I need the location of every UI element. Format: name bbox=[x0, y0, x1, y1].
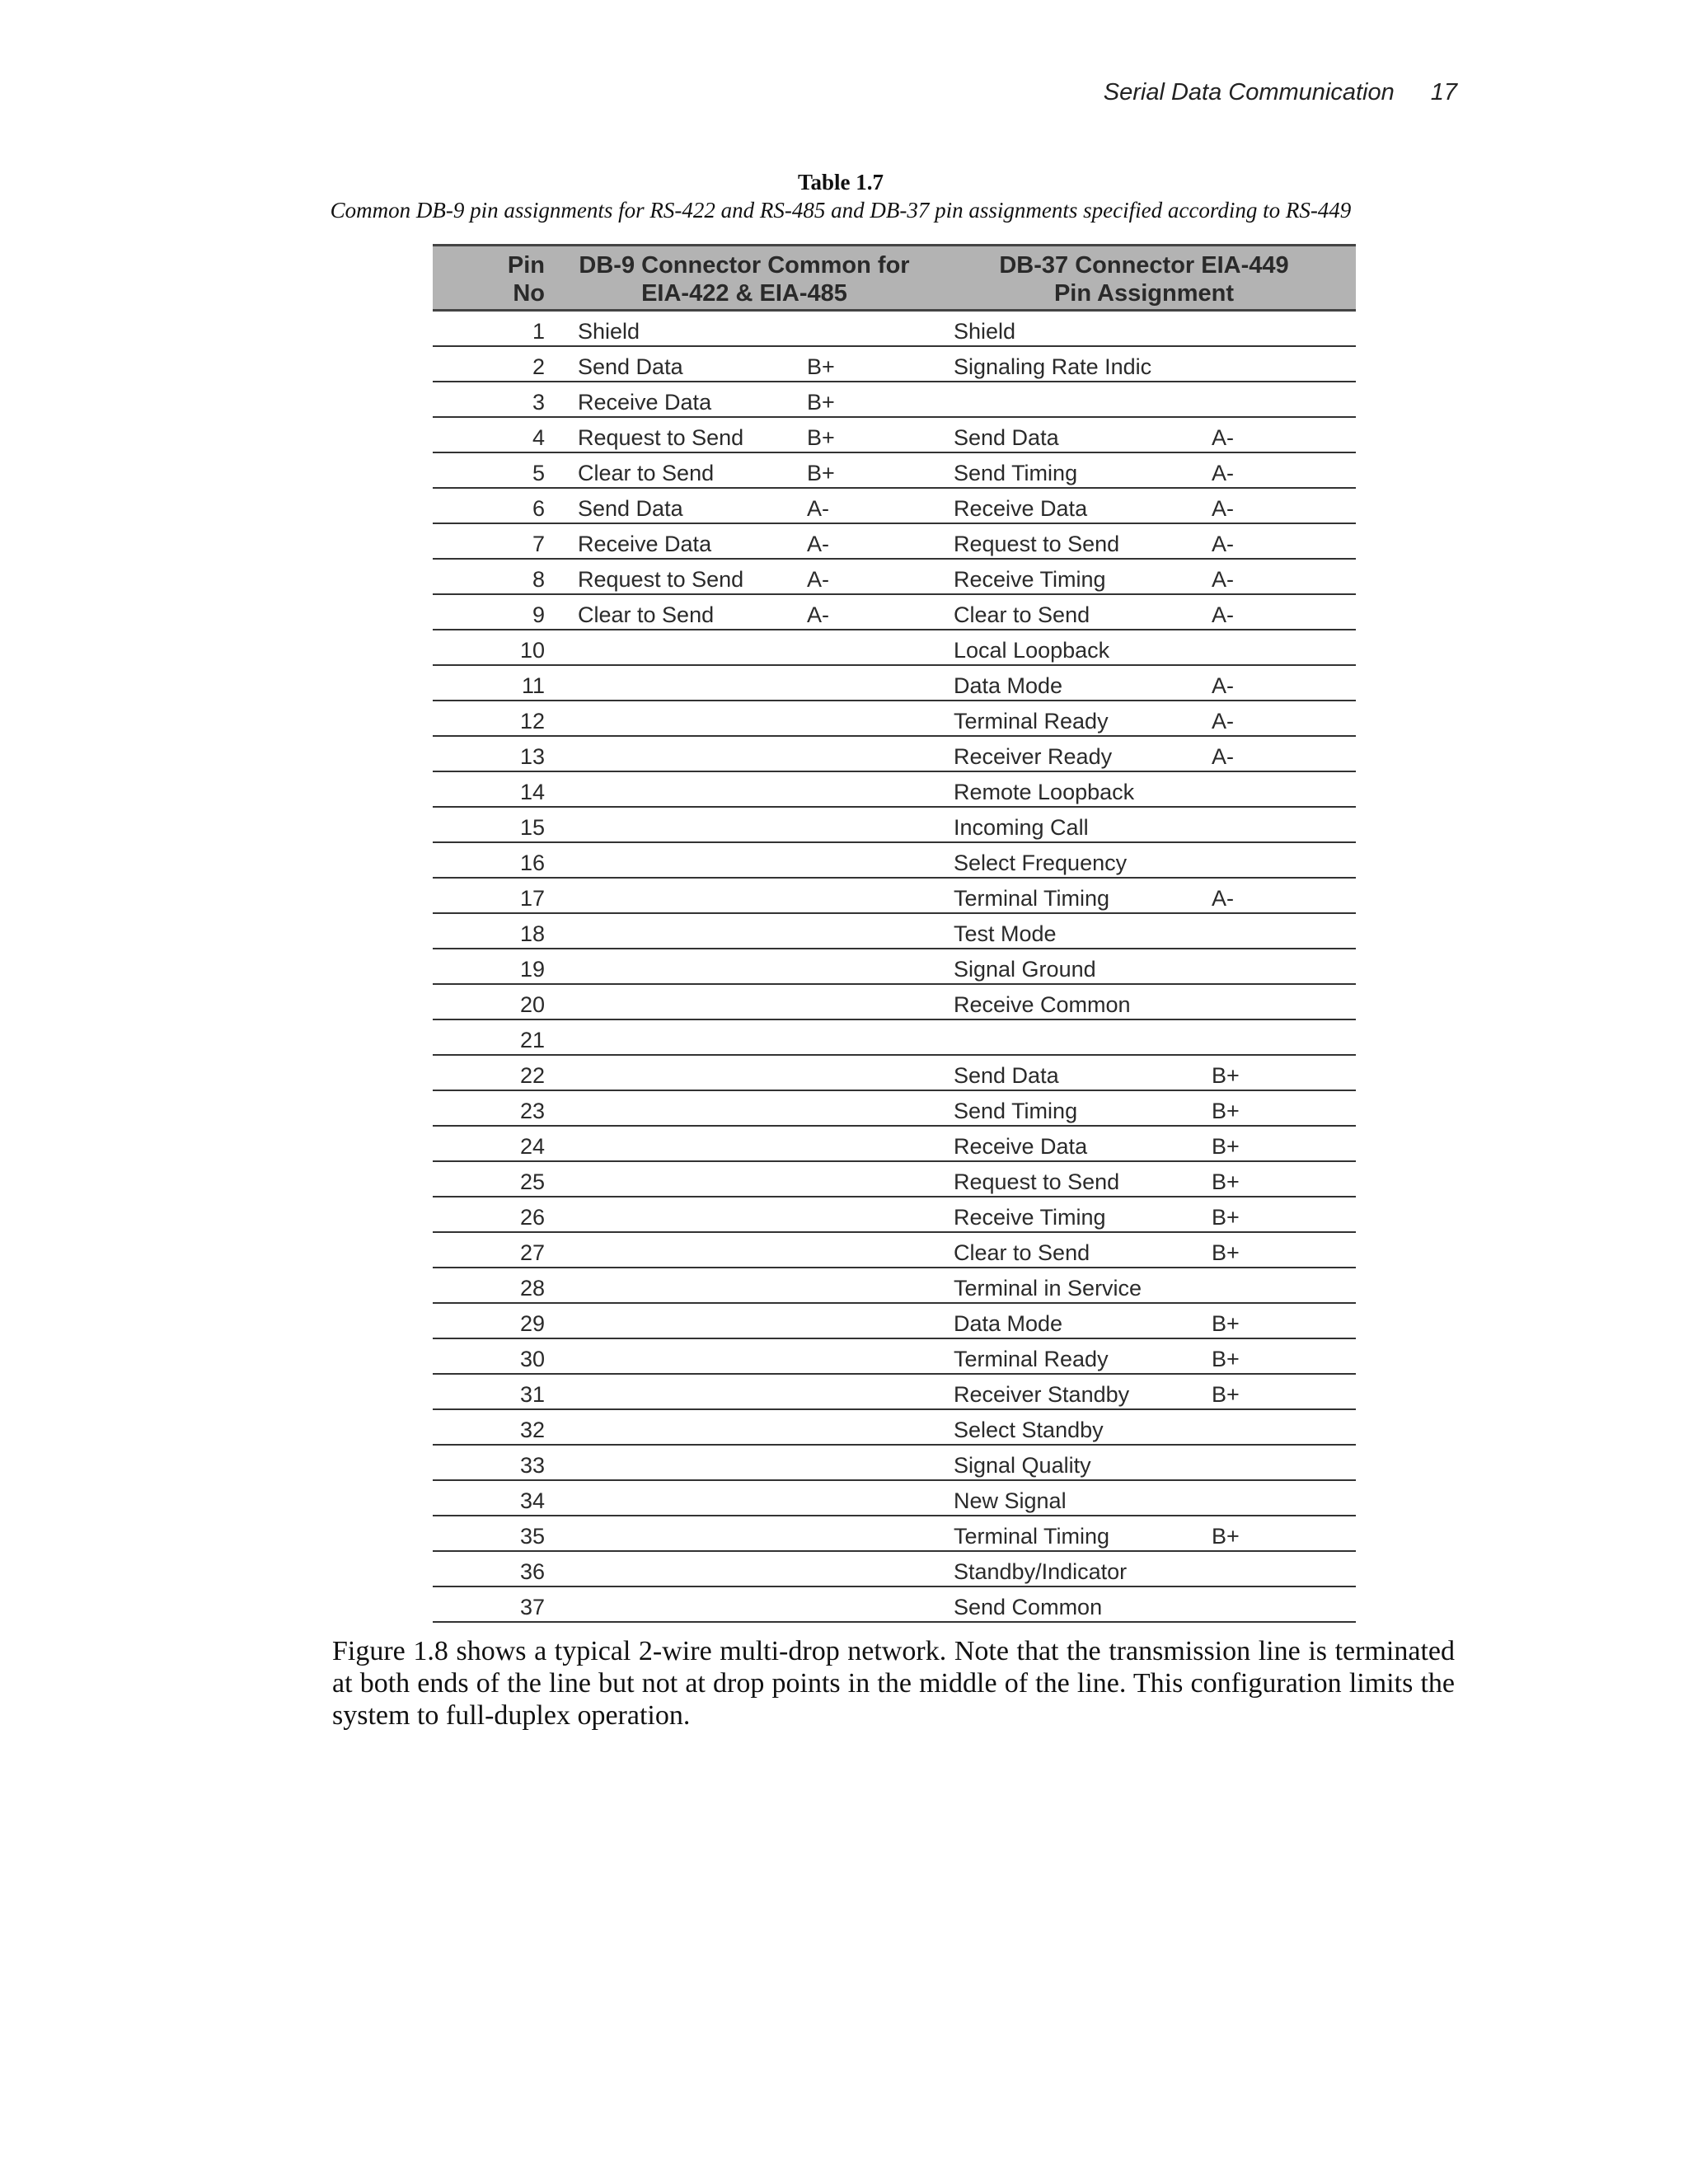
table-caption-subtitle: Common DB-9 pin assignments for RS-422 and RS-485 and DB-37 pin assignments specified according to RS-449 bbox=[330, 198, 1352, 223]
db37-signal-cell: Terminal Timing bbox=[932, 1516, 1207, 1551]
table-row bbox=[433, 1019, 1356, 1055]
table-row bbox=[433, 1551, 1356, 1586]
db37-polarity-cell bbox=[1207, 1551, 1356, 1586]
db9-signal-cell: Send Data bbox=[556, 346, 802, 382]
db37-signal-cell: Data Mode bbox=[932, 1303, 1207, 1338]
db37-polarity-cell: A- bbox=[1207, 452, 1356, 488]
table-row bbox=[433, 701, 1356, 736]
db9-polarity-cell bbox=[802, 771, 932, 807]
db9-polarity-cell bbox=[802, 1445, 932, 1480]
pin-number-cell: 3 bbox=[433, 382, 556, 417]
db37-polarity-cell: B+ bbox=[1207, 1516, 1356, 1551]
db37-polarity-cell: B+ bbox=[1207, 1161, 1356, 1197]
db37-signal-cell: Receive Data bbox=[932, 1126, 1207, 1161]
table-row bbox=[433, 488, 1356, 523]
pin-number-cell: 15 bbox=[433, 807, 556, 842]
db9-polarity-cell bbox=[802, 1055, 932, 1090]
db9-polarity-cell: B+ bbox=[802, 346, 932, 382]
db37-polarity-cell: B+ bbox=[1207, 1232, 1356, 1268]
table-header-row bbox=[433, 246, 1356, 311]
pin-number-cell: 34 bbox=[433, 1480, 556, 1516]
body-paragraph: Figure 1.8 shows a typical 2-wire multi-drop network. Note that the transmission line is terminated at both ends of the line but not at drop points in the middle of the line. This configuration limits the system to full-duplex operation. bbox=[332, 1636, 1455, 1731]
db9-polarity-cell: A- bbox=[802, 594, 932, 630]
db37-polarity-cell bbox=[1207, 1019, 1356, 1055]
db9-polarity-cell bbox=[802, 1303, 932, 1338]
table-row bbox=[433, 452, 1356, 488]
db37-polarity-cell bbox=[1207, 807, 1356, 842]
db37-signal-cell: Select Standby bbox=[932, 1409, 1207, 1445]
db9-signal-cell bbox=[556, 1551, 802, 1586]
pin-number-cell: 22 bbox=[433, 1055, 556, 1090]
db37-polarity-cell: A- bbox=[1207, 523, 1356, 559]
pin-number-cell: 33 bbox=[433, 1445, 556, 1480]
db37-polarity-cell bbox=[1207, 346, 1356, 382]
pin-number-cell: 19 bbox=[433, 949, 556, 984]
db9-polarity-cell bbox=[802, 701, 932, 736]
db9-signal-cell bbox=[556, 1303, 802, 1338]
db37-signal-cell: Send Timing bbox=[932, 1090, 1207, 1126]
db37-polarity-cell: A- bbox=[1207, 878, 1356, 913]
table-row bbox=[433, 1445, 1356, 1480]
pin-number-cell: 27 bbox=[433, 1232, 556, 1268]
db37-signal-cell: Send Common bbox=[932, 1586, 1207, 1622]
header-pin-no bbox=[433, 246, 556, 311]
db37-signal-cell: Signal Quality bbox=[932, 1445, 1207, 1480]
db9-polarity-cell: B+ bbox=[802, 382, 932, 417]
table-row bbox=[433, 878, 1356, 913]
db9-polarity-cell bbox=[802, 665, 932, 701]
db9-polarity-cell bbox=[802, 1232, 932, 1268]
db9-signal-cell bbox=[556, 736, 802, 771]
table-row bbox=[433, 1409, 1356, 1445]
db37-signal-cell: Data Mode bbox=[932, 665, 1207, 701]
db9-polarity-cell bbox=[802, 1409, 932, 1445]
db9-polarity-cell: B+ bbox=[802, 417, 932, 452]
db9-signal-cell bbox=[556, 701, 802, 736]
db37-polarity-cell: B+ bbox=[1207, 1090, 1356, 1126]
db37-signal-cell: Remote Loopback bbox=[932, 771, 1207, 807]
db9-polarity-cell bbox=[802, 1161, 932, 1197]
db37-signal-cell: Clear to Send bbox=[932, 1232, 1207, 1268]
table-row bbox=[433, 1161, 1356, 1197]
table-row bbox=[433, 1197, 1356, 1232]
db37-polarity-cell: B+ bbox=[1207, 1338, 1356, 1374]
db37-signal-cell: Terminal Ready bbox=[932, 1338, 1207, 1374]
table-row bbox=[433, 771, 1356, 807]
db37-signal-cell: Terminal Timing bbox=[932, 878, 1207, 913]
db9-signal-cell bbox=[556, 1374, 802, 1409]
pin-number-cell: 8 bbox=[433, 559, 556, 594]
db37-polarity-cell: A- bbox=[1207, 488, 1356, 523]
table-row bbox=[433, 1338, 1356, 1374]
db9-signal-cell: Clear to Send bbox=[556, 594, 802, 630]
db9-polarity-cell bbox=[802, 311, 932, 347]
table-row bbox=[433, 807, 1356, 842]
header-db9-line2: EIA-422 & EIA-485 bbox=[641, 280, 847, 307]
db37-polarity-cell: A- bbox=[1207, 594, 1356, 630]
pin-number-cell: 24 bbox=[433, 1126, 556, 1161]
db37-polarity-cell bbox=[1207, 984, 1356, 1019]
db9-polarity-cell: A- bbox=[802, 559, 932, 594]
db9-polarity-cell bbox=[802, 1516, 932, 1551]
db9-polarity-cell bbox=[802, 1197, 932, 1232]
db37-signal-cell: Receive Timing bbox=[932, 1197, 1207, 1232]
db37-polarity-cell: B+ bbox=[1207, 1126, 1356, 1161]
pin-number-cell: 32 bbox=[433, 1409, 556, 1445]
table-row bbox=[433, 523, 1356, 559]
db9-signal-cell bbox=[556, 913, 802, 949]
pin-number-cell: 17 bbox=[433, 878, 556, 913]
pin-number-cell: 5 bbox=[433, 452, 556, 488]
db9-polarity-cell bbox=[802, 1126, 932, 1161]
table-row bbox=[433, 913, 1356, 949]
db37-polarity-cell: A- bbox=[1207, 701, 1356, 736]
db9-signal-cell bbox=[556, 842, 802, 878]
db37-signal-cell: Test Mode bbox=[932, 913, 1207, 949]
db37-polarity-cell bbox=[1207, 949, 1356, 984]
pin-number-cell: 9 bbox=[433, 594, 556, 630]
db9-signal-cell bbox=[556, 1126, 802, 1161]
pin-number-cell: 10 bbox=[433, 630, 556, 665]
db37-polarity-cell: B+ bbox=[1207, 1374, 1356, 1409]
db37-signal-cell: Terminal in Service bbox=[932, 1268, 1207, 1303]
pin-number-cell: 12 bbox=[433, 701, 556, 736]
db9-signal-cell bbox=[556, 1338, 802, 1374]
db37-polarity-cell bbox=[1207, 1409, 1356, 1445]
db37-polarity-cell bbox=[1207, 382, 1356, 417]
page-number: 17 bbox=[1430, 79, 1457, 105]
db37-signal-cell: Select Frequency bbox=[932, 842, 1207, 878]
pin-number-cell: 31 bbox=[433, 1374, 556, 1409]
db9-polarity-cell bbox=[802, 1268, 932, 1303]
db37-signal-cell: Incoming Call bbox=[932, 807, 1207, 842]
db9-polarity-cell bbox=[802, 1374, 932, 1409]
db37-signal-cell: Shield bbox=[932, 311, 1207, 347]
table-row bbox=[433, 382, 1356, 417]
table-caption bbox=[0, 168, 1688, 224]
db37-signal-cell: Terminal Ready bbox=[932, 701, 1207, 736]
table-row bbox=[433, 346, 1356, 382]
db37-polarity-cell: A- bbox=[1207, 665, 1356, 701]
db9-signal-cell bbox=[556, 1055, 802, 1090]
db9-signal-cell bbox=[556, 1586, 802, 1622]
db9-polarity-cell bbox=[802, 949, 932, 984]
db9-signal-cell: Request to Send bbox=[556, 559, 802, 594]
db37-signal-cell: Clear to Send bbox=[932, 594, 1207, 630]
db37-polarity-cell bbox=[1207, 842, 1356, 878]
db37-signal-cell: Receive Data bbox=[932, 488, 1207, 523]
db37-signal-cell: Receive Common bbox=[932, 984, 1207, 1019]
db9-signal-cell bbox=[556, 665, 802, 701]
db9-signal-cell: Receive Data bbox=[556, 523, 802, 559]
db9-polarity-cell bbox=[802, 736, 932, 771]
pin-assignment-table bbox=[433, 244, 1356, 1623]
db9-signal-cell bbox=[556, 878, 802, 913]
pin-number-cell: 35 bbox=[433, 1516, 556, 1551]
db37-signal-cell: New Signal bbox=[932, 1480, 1207, 1516]
db9-polarity-cell: B+ bbox=[802, 452, 932, 488]
db9-polarity-cell bbox=[802, 878, 932, 913]
db9-polarity-cell bbox=[802, 1090, 932, 1126]
pin-number-cell: 26 bbox=[433, 1197, 556, 1232]
header-db37 bbox=[932, 246, 1356, 311]
db9-signal-cell: Receive Data bbox=[556, 382, 802, 417]
db37-polarity-cell bbox=[1207, 1586, 1356, 1622]
db9-polarity-cell bbox=[802, 913, 932, 949]
pin-number-cell: 36 bbox=[433, 1551, 556, 1586]
pin-number-cell: 1 bbox=[433, 311, 556, 347]
db37-polarity-cell: A- bbox=[1207, 417, 1356, 452]
db37-signal-cell: Send Timing bbox=[932, 452, 1207, 488]
table-row bbox=[433, 842, 1356, 878]
header-db9 bbox=[556, 246, 932, 311]
db9-signal-cell bbox=[556, 1197, 802, 1232]
db9-signal-cell bbox=[556, 1019, 802, 1055]
running-head bbox=[1104, 79, 1457, 106]
running-head-title: Serial Data Communication bbox=[1103, 79, 1395, 105]
db9-signal-cell bbox=[556, 949, 802, 984]
pin-number-cell: 25 bbox=[433, 1161, 556, 1197]
db37-polarity-cell: A- bbox=[1207, 736, 1356, 771]
db9-signal-cell bbox=[556, 771, 802, 807]
table-row bbox=[433, 984, 1356, 1019]
pin-number-cell: 14 bbox=[433, 771, 556, 807]
db9-signal-cell: Shield bbox=[556, 311, 802, 347]
table-row bbox=[433, 1268, 1356, 1303]
header-pin-line2: No bbox=[513, 280, 545, 307]
pin-number-cell: 2 bbox=[433, 346, 556, 382]
db37-signal-cell: Standby/Indicator bbox=[932, 1551, 1207, 1586]
table-row bbox=[433, 1480, 1356, 1516]
db9-signal-cell bbox=[556, 1268, 802, 1303]
db37-polarity-cell: B+ bbox=[1207, 1303, 1356, 1338]
pin-number-cell: 16 bbox=[433, 842, 556, 878]
db37-signal-cell: Send Data bbox=[932, 417, 1207, 452]
table-row bbox=[433, 1303, 1356, 1338]
db9-signal-cell bbox=[556, 1161, 802, 1197]
db37-polarity-cell bbox=[1207, 311, 1356, 347]
db9-polarity-cell: A- bbox=[802, 523, 932, 559]
table-row bbox=[433, 949, 1356, 984]
db37-signal-cell: Send Data bbox=[932, 1055, 1207, 1090]
pin-number-cell: 20 bbox=[433, 984, 556, 1019]
db9-polarity-cell bbox=[802, 984, 932, 1019]
db9-polarity-cell bbox=[802, 1338, 932, 1374]
table-row bbox=[433, 665, 1356, 701]
db37-signal-cell: Signaling Rate Indic bbox=[932, 346, 1207, 382]
db9-signal-cell bbox=[556, 1232, 802, 1268]
table-row bbox=[433, 1516, 1356, 1551]
pin-number-cell: 29 bbox=[433, 1303, 556, 1338]
db37-polarity-cell: A- bbox=[1207, 559, 1356, 594]
db9-signal-cell bbox=[556, 1090, 802, 1126]
db37-signal-cell: Receive Timing bbox=[932, 559, 1207, 594]
header-db37-line2: Pin Assignment bbox=[1053, 280, 1235, 307]
pin-number-cell: 37 bbox=[433, 1586, 556, 1622]
db9-polarity-cell bbox=[802, 807, 932, 842]
header-db9-line1: DB-9 Connector Common for bbox=[579, 252, 910, 279]
db9-polarity-cell: A- bbox=[802, 488, 932, 523]
db9-signal-cell bbox=[556, 630, 802, 665]
db9-signal-cell: Send Data bbox=[556, 488, 802, 523]
table-row bbox=[433, 594, 1356, 630]
pin-number-cell: 21 bbox=[433, 1019, 556, 1055]
db37-polarity-cell bbox=[1207, 630, 1356, 665]
db37-signal-cell: Request to Send bbox=[932, 523, 1207, 559]
table-row bbox=[433, 311, 1356, 347]
table-caption-title: Table 1.7 bbox=[797, 170, 884, 194]
header-db37-line1: DB-37 Connector EIA-449 bbox=[999, 252, 1289, 279]
pin-number-cell: 4 bbox=[433, 417, 556, 452]
db9-signal-cell bbox=[556, 1480, 802, 1516]
pin-number-cell: 13 bbox=[433, 736, 556, 771]
db37-signal-cell bbox=[932, 1019, 1207, 1055]
db9-signal-cell bbox=[556, 1516, 802, 1551]
pin-number-cell: 11 bbox=[433, 665, 556, 701]
db9-signal-cell: Request to Send bbox=[556, 417, 802, 452]
table-row bbox=[433, 630, 1356, 665]
db37-signal-cell: Receiver Ready bbox=[932, 736, 1207, 771]
table-row bbox=[433, 1232, 1356, 1268]
pin-number-cell: 7 bbox=[433, 523, 556, 559]
table-row bbox=[433, 736, 1356, 771]
db9-signal-cell bbox=[556, 1445, 802, 1480]
table-row bbox=[433, 1055, 1356, 1090]
db9-polarity-cell bbox=[802, 630, 932, 665]
db37-polarity-cell bbox=[1207, 1480, 1356, 1516]
table-row bbox=[433, 1090, 1356, 1126]
db37-signal-cell: Request to Send bbox=[932, 1161, 1207, 1197]
db9-signal-cell: Clear to Send bbox=[556, 452, 802, 488]
db37-signal-cell: Signal Ground bbox=[932, 949, 1207, 984]
db9-polarity-cell bbox=[802, 842, 932, 878]
pin-number-cell: 6 bbox=[433, 488, 556, 523]
db9-signal-cell bbox=[556, 807, 802, 842]
db37-polarity-cell bbox=[1207, 913, 1356, 949]
db9-signal-cell bbox=[556, 1409, 802, 1445]
db9-signal-cell bbox=[556, 984, 802, 1019]
db37-polarity-cell bbox=[1207, 1268, 1356, 1303]
db37-polarity-cell bbox=[1207, 1445, 1356, 1480]
table-body bbox=[433, 311, 1356, 1623]
table-row bbox=[433, 1374, 1356, 1409]
table-row bbox=[433, 559, 1356, 594]
header-pin-line1: Pin bbox=[507, 252, 545, 279]
db37-polarity-cell: B+ bbox=[1207, 1055, 1356, 1090]
db9-polarity-cell bbox=[802, 1551, 932, 1586]
pin-number-cell: 18 bbox=[433, 913, 556, 949]
db9-polarity-cell bbox=[802, 1019, 932, 1055]
table-row bbox=[433, 1126, 1356, 1161]
table-row bbox=[433, 417, 1356, 452]
db37-signal-cell: Receiver Standby bbox=[932, 1374, 1207, 1409]
pin-number-cell: 30 bbox=[433, 1338, 556, 1374]
pin-number-cell: 23 bbox=[433, 1090, 556, 1126]
db37-polarity-cell bbox=[1207, 771, 1356, 807]
db37-polarity-cell: B+ bbox=[1207, 1197, 1356, 1232]
db37-signal-cell bbox=[932, 382, 1207, 417]
db37-signal-cell: Local Loopback bbox=[932, 630, 1207, 665]
table-row bbox=[433, 1586, 1356, 1622]
db9-polarity-cell bbox=[802, 1480, 932, 1516]
pin-number-cell: 28 bbox=[433, 1268, 556, 1303]
db9-polarity-cell bbox=[802, 1586, 932, 1622]
